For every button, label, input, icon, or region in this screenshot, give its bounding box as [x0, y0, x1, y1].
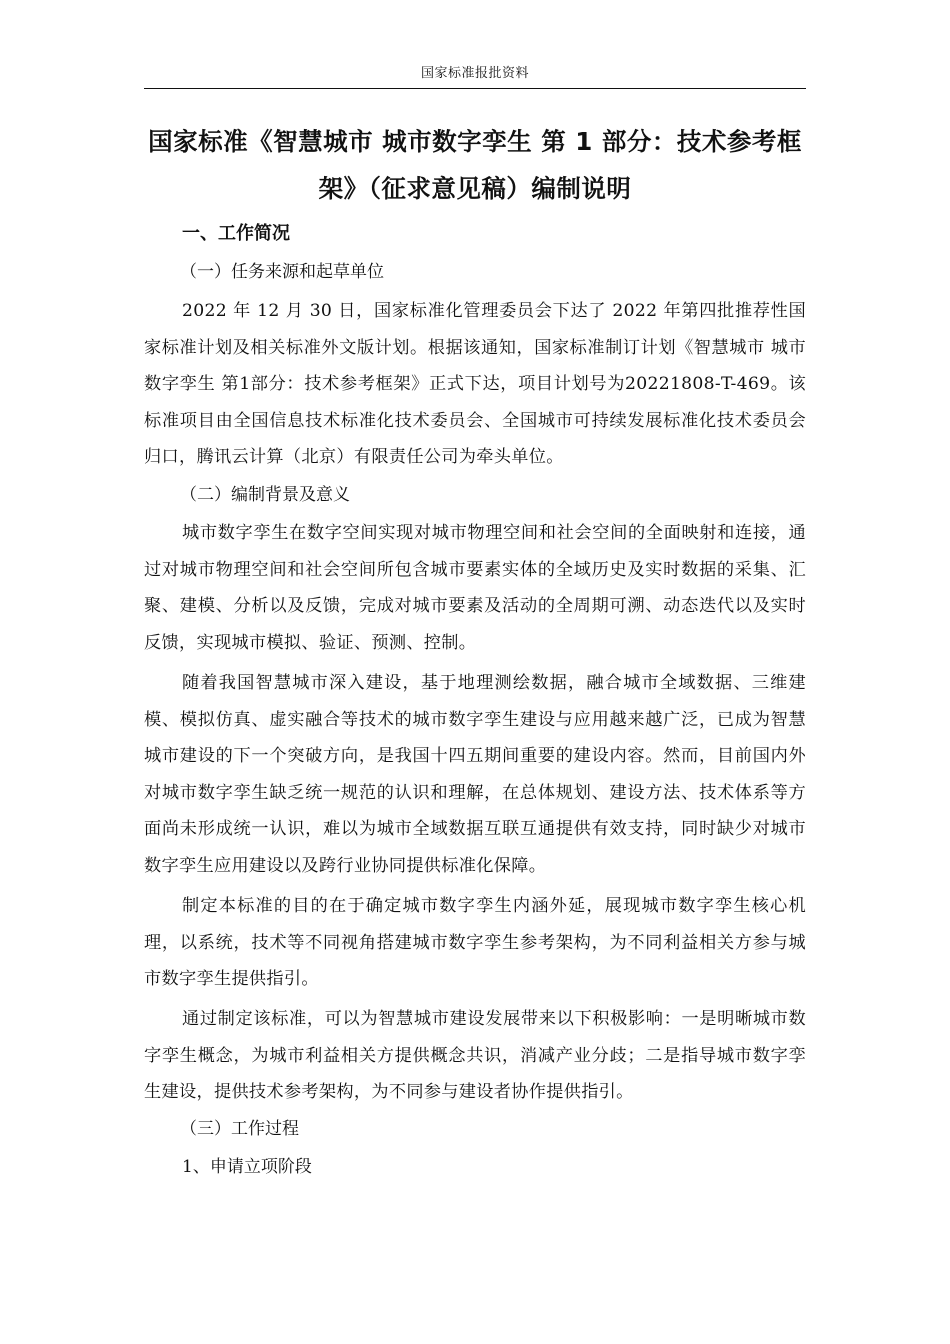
paragraph-background-4: 通过制定该标准，可以为智慧城市建设发展带来以下积极影响：一是明晰城市数字孪生概念，为城市利益相关方提供概念共识，消减产业分歧；二是指导城市数字孪生建设，提供技术参考架构，为不同参与建设者协作提供指引。: [144, 1009, 806, 1103]
paragraph-background-3: 制定本标准的目的在于确定城市数字孪生内涵外延，展现城市数字孪生核心机理，以系统，技术等不同视角搭建城市数字孪生参考架构，为不同利益相关方参与城市数字孪生提供指引。: [144, 896, 806, 990]
header-rule: [144, 88, 806, 89]
section-heading-work-overview: 一、工作简况: [182, 223, 290, 244]
step-heading-application: 1、申请立项阶段: [182, 1157, 312, 1177]
subsection-heading-work-process: （三）工作过程: [180, 1119, 299, 1139]
subsection-heading-task-source: （一）任务来源和起草单位: [180, 262, 384, 282]
paragraph-task-source: 2022 年 12 月 30 日，国家标准化管理委员会下达了 2022 年第四批推荐性国家标准计划及相关标准外文版计划。根据该通知，国家标准制订计划《智慧城市 城市数字孪生 第1部分：技术参考框架》正式下达，项目计划号为20221808-T-469。该标准项目由全国信息技术标准化技术委员会、全国城市可持续发展标准化技术委员会归口，腾讯云计算（北京）有限责任公司为牵头单位。: [144, 301, 806, 468]
subsection-heading-background: （二）编制背景及意义: [180, 485, 350, 505]
paragraph-background-1: 城市数字孪生在数字空间实现对城市物理空间和社会空间的全面映射和连接，通过对城市物理空间和社会空间所包含城市要素实体的全域历史及实时数据的采集、汇聚、建模、分析以及反馈，完成对城市要素及活动的全周期可溯、动态迭代以及实时反馈，实现城市模拟、验证、预测、控制。: [144, 523, 806, 653]
running-header: 国家标准报批资料: [420, 66, 529, 81]
document-title: 国家标准《智慧城市 城市数字孪生 第 1 部分：技术参考框架》（征求意见稿）编制说明: [148, 127, 802, 203]
paragraph-background-2: 随着我国智慧城市深入建设，基于地理测绘数据，融合城市全域数据、三维建模、模拟仿真、虚实融合等技术的城市数字孪生建设与应用越来越广泛，已成为智慧城市建设的下一个突破方向，是我国十四五期间重要的建设内容。然而，目前国内外对城市数字孪生缺乏统一规范的认识和理解，在总体规划、建设方法、技术体系等方面尚未形成统一认识，难以为城市全域数据互联互通提供有效支持，同时缺少对城市数字孪生应用建设以及跨行业协同提供标准化保障。: [144, 673, 806, 876]
